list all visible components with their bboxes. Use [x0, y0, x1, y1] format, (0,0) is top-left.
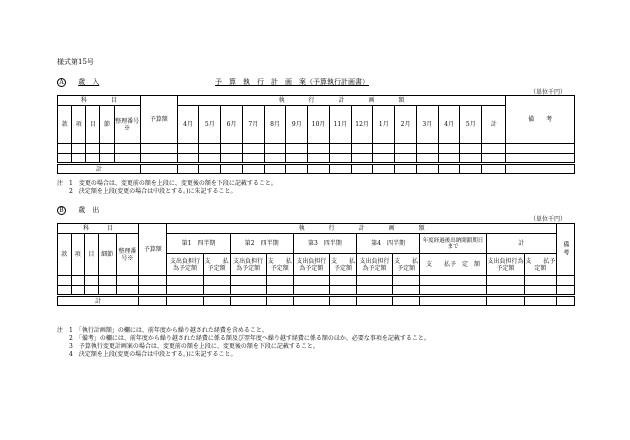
month-header: 11月: [329, 106, 351, 144]
sub-header: 支出負担行為予定額: [293, 254, 329, 276]
income-heading: A 歳 入: [57, 78, 99, 87]
expense-note-3: 3 予算執行変更計画案の場合は、変更前の額を上段に、変更後の額を下段に記載すること。: [57, 343, 319, 350]
col-kou: 項: [72, 106, 86, 144]
col-setsu: 細節: [98, 234, 116, 276]
month-header: 10月: [308, 106, 330, 144]
sub-header: 支 払予定額: [329, 254, 356, 276]
month-header: 5月: [199, 106, 221, 144]
sub-header: 支 払予定額: [393, 254, 420, 276]
month-header: 1月: [373, 106, 395, 144]
quarter-header: 第1 四半期: [167, 234, 230, 254]
month-header: 9月: [286, 106, 308, 144]
sub-header: 支 払予定額: [266, 254, 293, 276]
expense-table: [57, 223, 575, 306]
expense-note-4: 4 決定額を上段(変更の場合は中段とする。)に朱記すること。: [57, 351, 237, 358]
quarter-header: 第3 四半期: [293, 234, 356, 254]
total-row: [58, 164, 575, 174]
col-yosan: 予算額: [139, 224, 167, 276]
income-unit: （単位千円）: [530, 89, 567, 96]
quarter-header: 第2 四半期: [230, 234, 293, 254]
expense-heading: B 歳 出: [57, 206, 99, 215]
month-header: 3月: [416, 106, 438, 144]
month-header: 4月: [438, 106, 460, 144]
total-label: 計: [58, 164, 141, 174]
sub-header: 支出負担行為予定額: [167, 254, 203, 276]
col-seiri: 整理番号※: [114, 106, 140, 144]
month-header: 計: [482, 106, 506, 144]
sub-header: 支出負担行為予定額: [486, 254, 524, 276]
sub-header: 支 払予 定 額: [420, 254, 487, 276]
sub-header: 支出負担行為予定額: [356, 254, 392, 276]
expense-unit: （単位千円）: [530, 216, 567, 223]
col-biko: 備考: [556, 224, 574, 276]
col-moku: 目: [85, 234, 99, 276]
col-setsu: 節: [100, 106, 114, 144]
month-header: 5月: [460, 106, 482, 144]
table-row: [58, 154, 575, 164]
col-yosan: 予算額: [140, 96, 177, 144]
table-row: [58, 286, 575, 296]
col-kan: 款: [58, 234, 72, 276]
expense-note-1: 注 1 「執行計画額」の欄には、前年度から繰り越された経費を含めること。: [57, 327, 268, 334]
col-kou: 項: [71, 234, 85, 276]
sub-header: 支 払予定額: [203, 254, 230, 276]
col-kamoku: 科 目: [58, 96, 141, 106]
month-header: 12月: [351, 106, 373, 144]
sub-header: 支出負担行為予定額: [230, 254, 266, 276]
total-row: [58, 296, 575, 306]
month-header: 7月: [242, 106, 264, 144]
month-header: 8月: [264, 106, 286, 144]
month-header: 6月: [221, 106, 243, 144]
sum-header: 計: [486, 234, 556, 254]
income-table: [57, 95, 575, 174]
total-label: 計: [58, 296, 139, 306]
col-seiri: 整理番号※: [116, 234, 139, 276]
col-plan: 執 行 計 画 額: [167, 224, 556, 234]
circle-b-icon: B: [57, 206, 66, 215]
col-kamoku: 科 目: [58, 224, 139, 234]
table-row: [58, 144, 575, 154]
quarter-header: 第4 四半期: [356, 234, 419, 254]
carry-header: 年度経過後出納閉鎖期日まで: [420, 234, 487, 254]
month-header: 4月: [177, 106, 199, 144]
form-number: 様式第15号: [57, 58, 94, 66]
col-kan: 款: [58, 106, 72, 144]
expense-note-2: 2 「備考」の欄には、前年度から繰り越された経費に係る額及び翌年度へ繰り越す経費に係る額のほか、必要な事項を記載すること。: [57, 335, 430, 342]
col-biko: 備 考: [506, 96, 575, 144]
col-plan: 執 行 計 画 額: [177, 96, 506, 106]
income-note-2: 2 決定額を上段(変更の場合は中段とする。)に朱記すること。: [57, 188, 237, 195]
col-moku: 目: [86, 106, 100, 144]
circle-a-icon: A: [57, 78, 66, 87]
sub-header: 支 払予定額: [525, 254, 557, 276]
table-row: [58, 276, 575, 286]
income-note-1: 注 1 変更の場合は、変更前の額を上段に、変更後の額を下段に記載すること。: [57, 180, 277, 187]
month-header: 2月: [395, 106, 417, 144]
document-title: 予 算 執 行 計 画 案（予算執行計画書）: [215, 78, 369, 86]
